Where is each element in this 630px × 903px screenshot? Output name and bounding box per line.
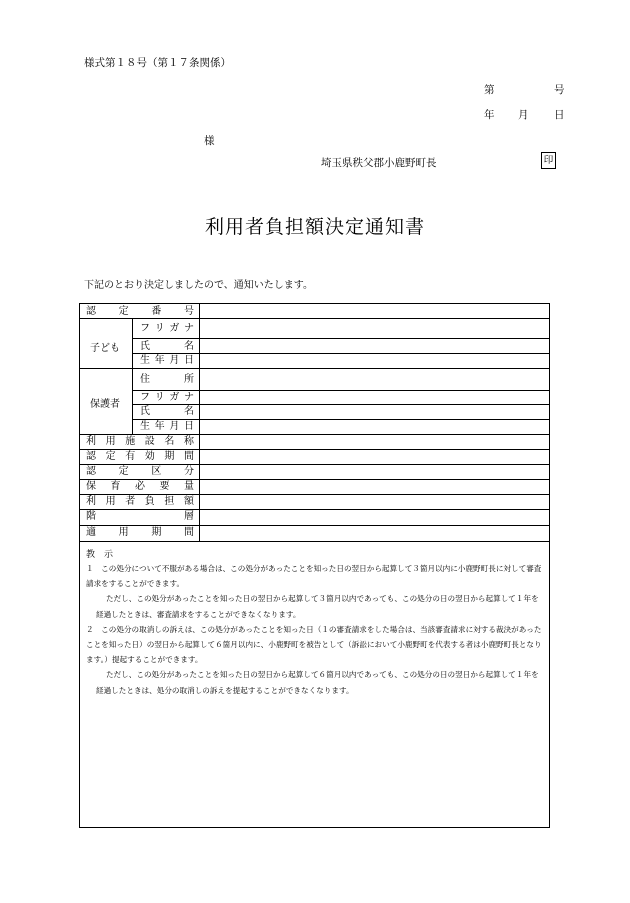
label-child-name: 氏 名 — [140, 341, 194, 352]
label-care-needed: 保 育 必 要 量 — [86, 481, 194, 492]
notes-body — [86, 561, 544, 698]
label-guardian-dob: 生 年 月 日 — [140, 421, 194, 432]
date-year: 年 — [484, 109, 495, 121]
date-month: 月 — [518, 109, 529, 121]
label-tier: 階 層 — [86, 511, 194, 522]
label-child-dob: 生 年 月 日 — [140, 355, 194, 366]
addressee-suffix: 様 — [204, 135, 215, 147]
label-user-burden: 利 用 者 負 担 額 — [86, 496, 194, 507]
note-2b: ただし、この処分があったことを知った日の翌日から起算して６箇月以内であっても、この処分の日の翌日から起算して１年を経過したときは、処分の取消しの訴えを提起することができなくなります。 — [96, 670, 539, 695]
label-facility-name: 利 用 施 設 名 称 — [86, 436, 194, 447]
note-1b: ただし、この処分があったことを知った日の翌日から起算して３箇月以内であっても、この処分の日の翌日から起算して１年を経過したときは、審査請求をすることができなくなります。 — [96, 594, 539, 619]
note-1a: １ この処分について不服がある場合は、この処分があったことを知った日の翌日から起算して３箇月以内に小鹿野町長に対して審査請求をすることができます。 — [86, 564, 542, 589]
label-validity-period: 認 定 有 効 期 間 — [86, 451, 194, 462]
label-applicable-period: 適 用 期 間 — [86, 527, 194, 538]
form-number: 様式第１８号（第１７条関係） — [84, 57, 231, 69]
issuer: 埼玉県秩父郡小鹿野町長 — [321, 157, 437, 169]
intro-text: 下記のとおり決定しましたので、通知いたします。 — [84, 280, 313, 291]
label-child-group: 子ども — [90, 343, 120, 354]
label-guardian-group: 保護者 — [90, 399, 120, 410]
label-cert-number: 認 定 番 号 — [86, 306, 194, 317]
label-guardian-furigana: フ リ ガ ナ — [140, 392, 194, 403]
decision-table — [79, 303, 550, 828]
notes-heading: 教 示 — [86, 550, 114, 560]
date-day: 日 — [554, 109, 565, 121]
seal-mark: 印 — [541, 152, 556, 169]
number-prefix: 第 — [484, 84, 495, 96]
label-guardian-address: 住 所 — [140, 374, 194, 385]
document-title: 利用者負担額決定通知書 — [204, 216, 425, 238]
label-child-furigana: フ リ ガ ナ — [140, 323, 194, 334]
number-suffix: 号 — [554, 84, 565, 96]
label-cert-category: 認 定 区 分 — [86, 466, 194, 477]
label-guardian-name: 氏 名 — [140, 406, 194, 417]
note-2a: ２ この処分の取消しの訴えは、この処分があったことを知った日（１の審査請求をした場合は、当該審査請求に対する裁決があったことを知った日）の翌日から起算して６箇月以内に、小鹿野町を被告として（訴訟において小鹿野町を代表する者は小鹿野町長となります。）提起することができます。 — [86, 624, 542, 665]
